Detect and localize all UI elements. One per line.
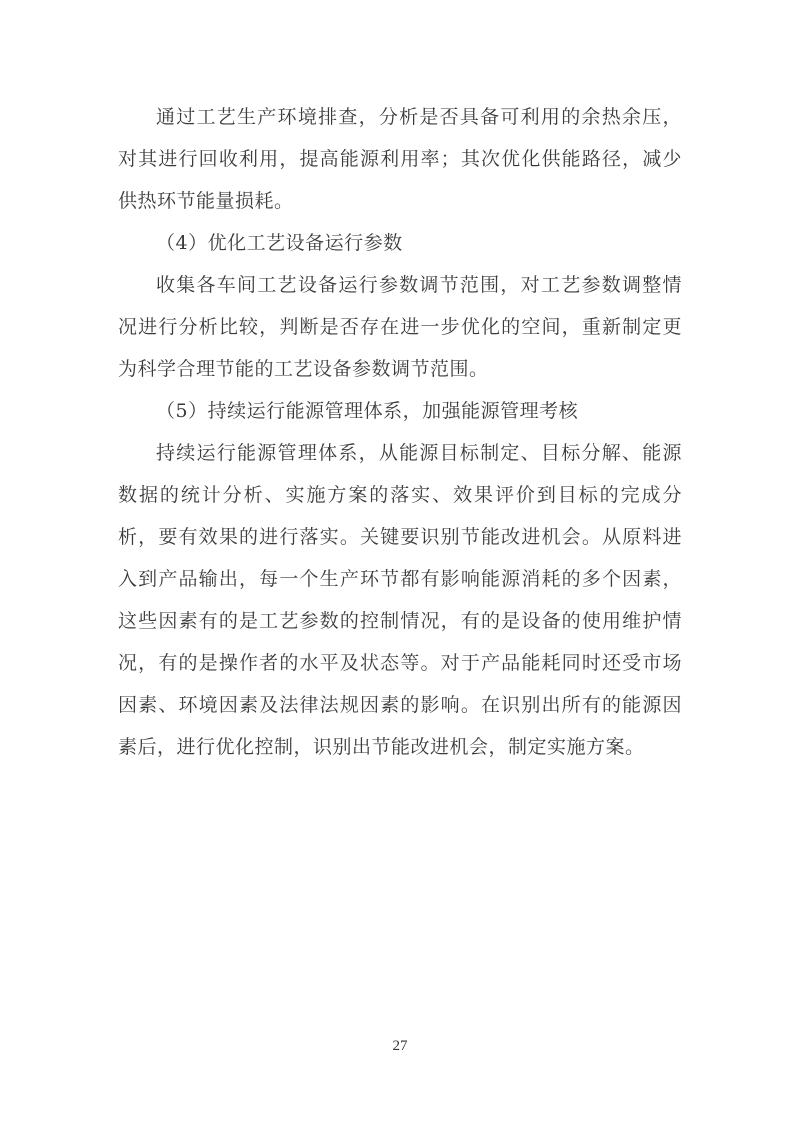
document-body bbox=[118, 96, 682, 768]
paragraph-equipment-parameters: 收集各车间工艺设备运行参数调节范围，对工艺参数调整情况进行分析比较，判断是否存在进一步优化的空间，重新制定更为科学合理节能的工艺设备参数调节范围。 bbox=[118, 274, 682, 380]
page-number: 27 bbox=[392, 1038, 408, 1054]
section-heading-5: （5）持续运行能源管理体系，加强能源管理考核 bbox=[156, 400, 579, 422]
section-heading-4: （4）优化工艺设备运行参数 bbox=[156, 232, 403, 254]
paragraph-energy-management-system: 持续运行能源管理体系，从能源目标制定、目标分解、能源数据的统计分析、实施方案的落实、效果评价到目标的完成分析，要有效果的进行落实。关键要识别节能改进机会。从原料进入到产品输出，每一个生产环节都有影响能源消耗的多个因素，这些因素有的是工艺参数的控制情况，有的是设备的使用维护情况，有的是操作者的水平及状态等。对于产品能耗同时还受市场因素、环境因素及法律法规因素的影响。在识别出所有的能源因素后，进行优化控制，识别出节能改进机会，制定实施方案。 bbox=[118, 442, 682, 758]
paragraph-heat-recovery: 通过工艺生产环境排查，分析是否具备可利用的余热余压，对其进行回收利用，提高能源利用率；其次优化供能路径，减少供热环节能量损耗。 bbox=[118, 106, 682, 212]
